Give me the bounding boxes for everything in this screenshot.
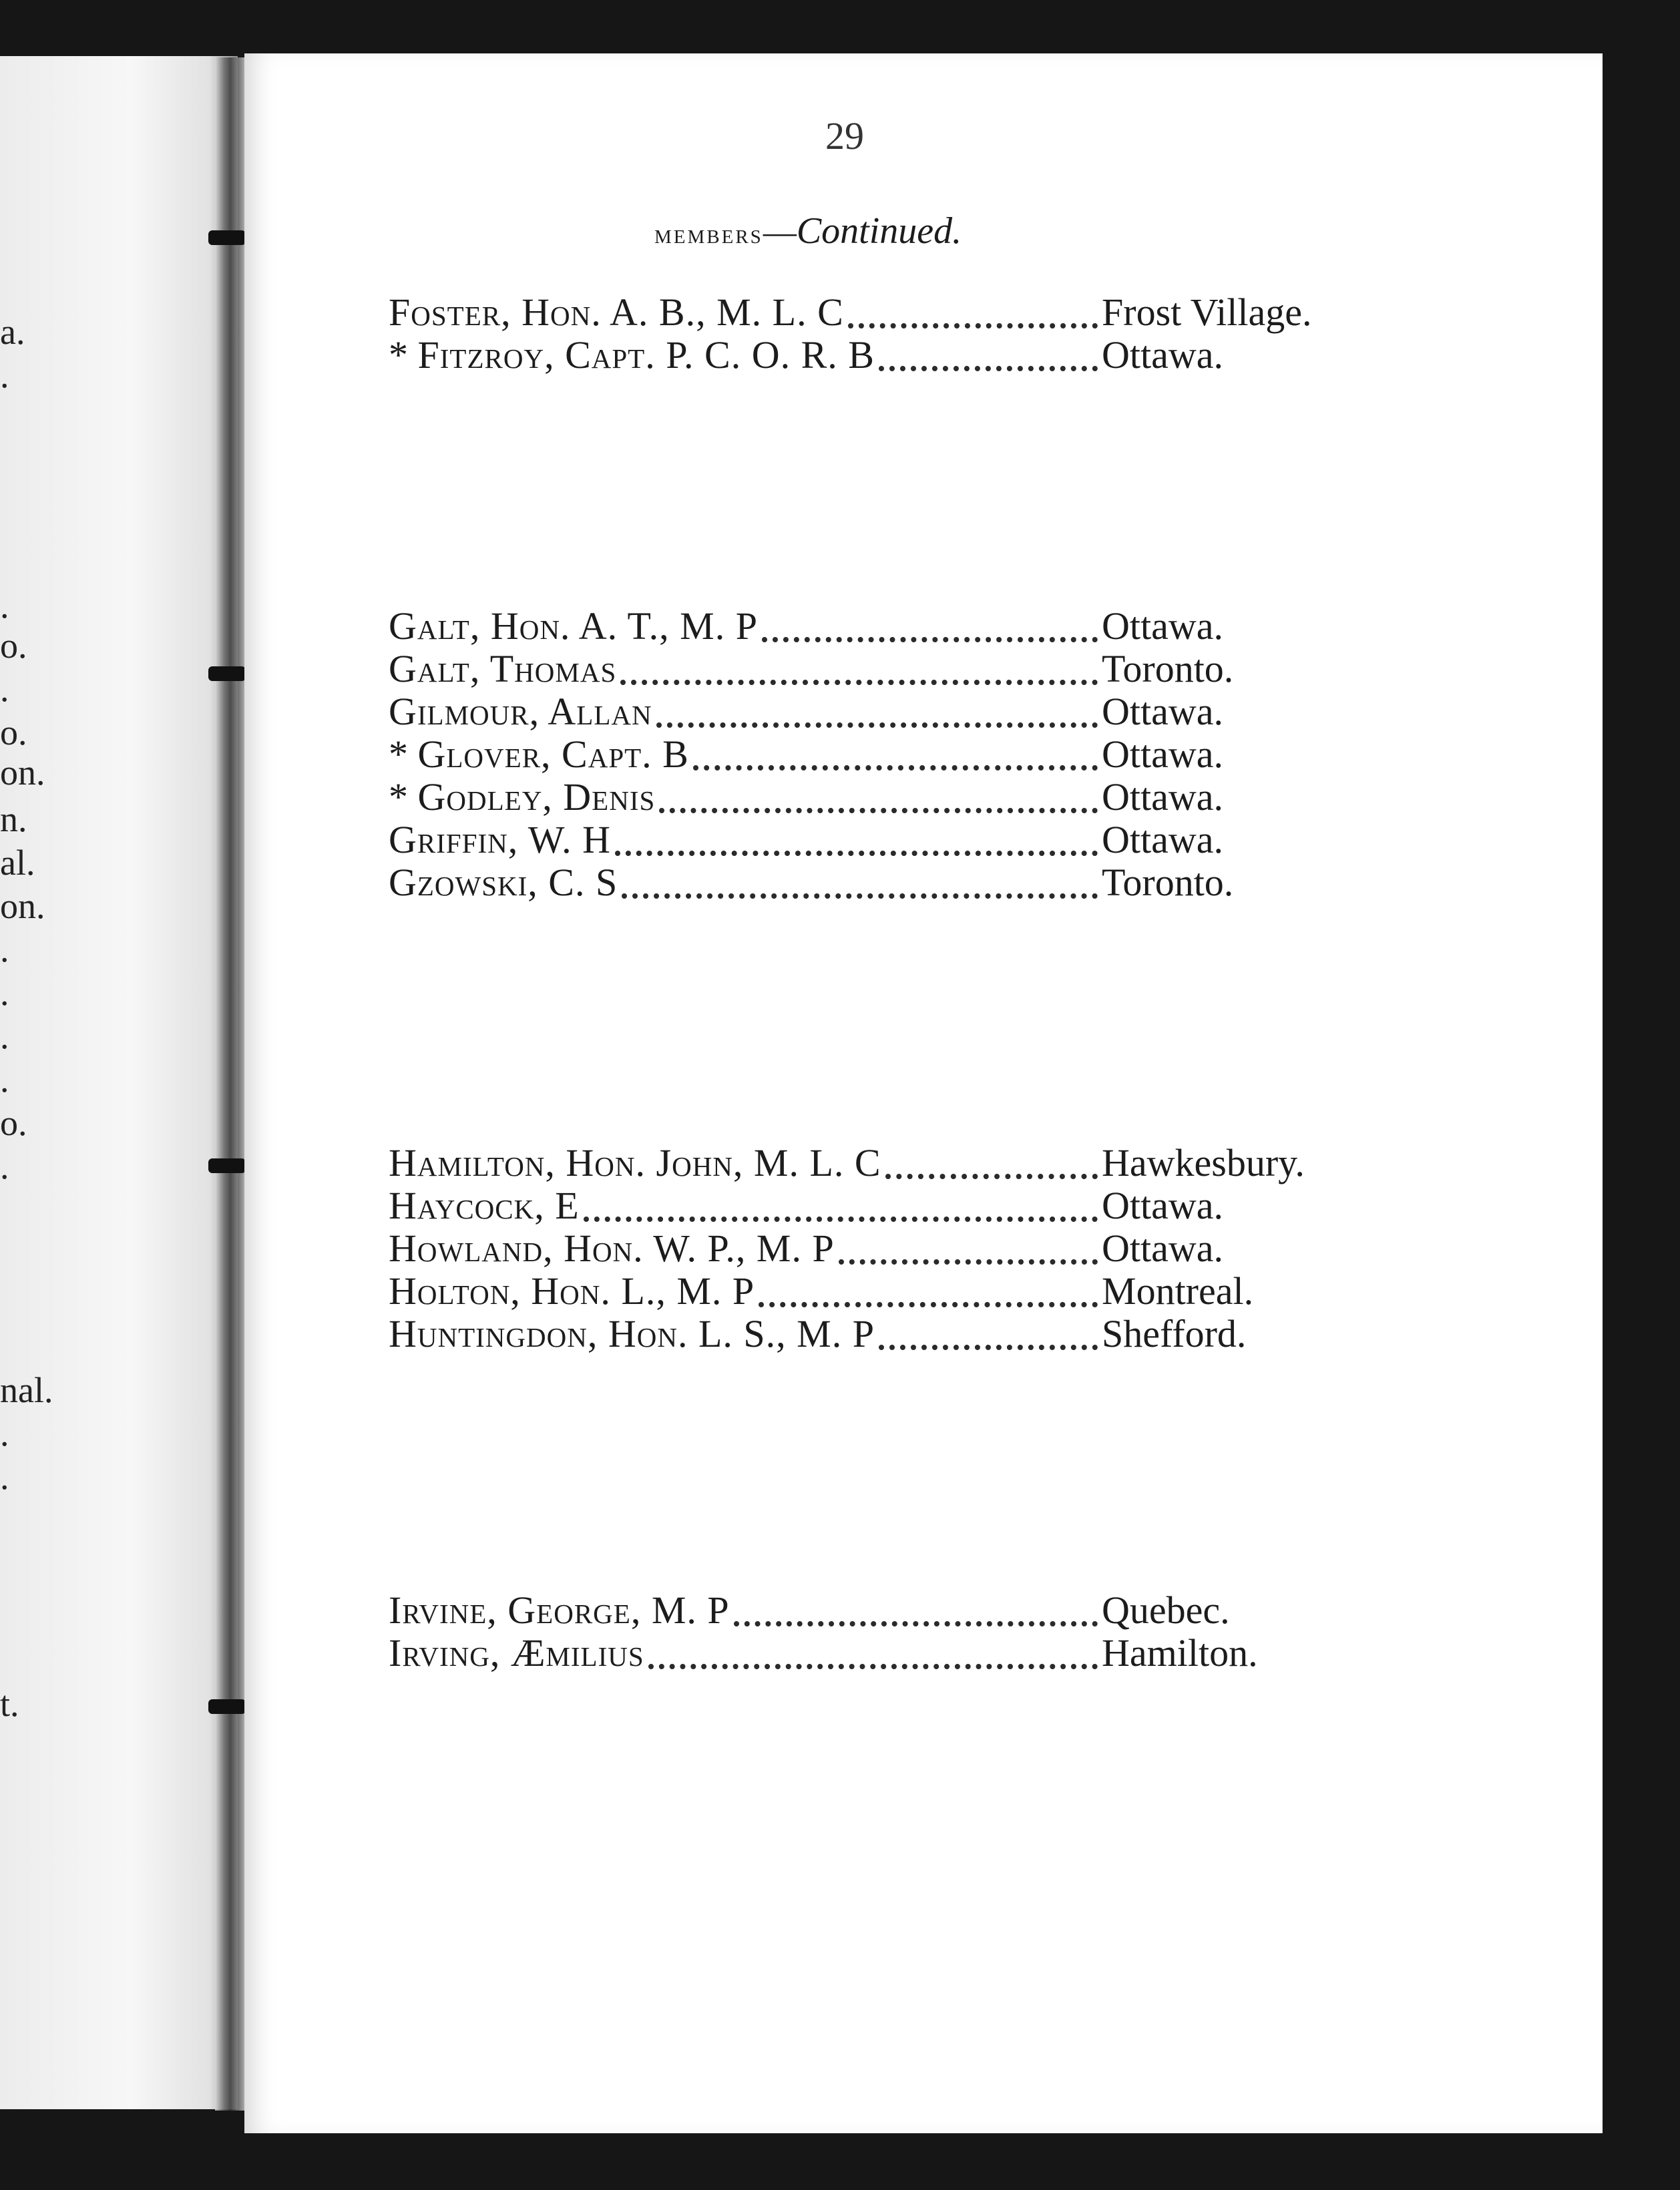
- member-entry: [389, 334, 1457, 377]
- member-name: Huntingdon, Hon. L. S., M. P: [389, 1313, 875, 1355]
- dot-leader: [879, 1345, 1098, 1350]
- left-fragment: a.: [0, 312, 25, 352]
- member-name: Haycock, E: [389, 1184, 580, 1227]
- member-place: Ottawa.: [1102, 604, 1223, 648]
- member-name: Foster, Hon. A. B., M. L. C: [389, 291, 844, 334]
- member-place: Ottawa.: [1102, 333, 1223, 377]
- dot-leader: [762, 637, 1098, 642]
- binding-thread: [208, 1699, 246, 1714]
- member-name: Gzowski, C. S: [389, 861, 618, 904]
- member-place: Ottawa.: [1102, 775, 1223, 819]
- left-fragment: o.: [0, 626, 27, 666]
- dot-leader: [848, 323, 1098, 328]
- member-place: Quebec.: [1102, 1588, 1230, 1632]
- binding-thread: [208, 1158, 246, 1173]
- dot-leader: [659, 808, 1098, 813]
- member-name: Irvine, George, M. P: [389, 1589, 730, 1632]
- binding-thread: [208, 666, 246, 681]
- member-entry: [389, 648, 1457, 690]
- member-place: Hamilton.: [1102, 1631, 1258, 1675]
- dot-leader: [584, 1217, 1098, 1222]
- dot-leader: [759, 1302, 1098, 1307]
- left-fragment: nal.: [0, 1370, 53, 1410]
- heading-dash: —: [763, 213, 797, 250]
- left-fragment: .: [0, 1060, 9, 1100]
- member-entry: [389, 605, 1457, 648]
- deceased-marker: *: [389, 334, 408, 377]
- left-fragment: .: [0, 1413, 9, 1454]
- member-name: Howland, Hon. W. P., M. P: [389, 1227, 835, 1270]
- left-fragment: .: [0, 929, 9, 969]
- dot-leader: [615, 851, 1098, 856]
- member-entry: [389, 733, 1457, 776]
- deceased-marker: *: [389, 733, 408, 776]
- member-place: Montreal.: [1102, 1269, 1254, 1313]
- left-fragment: .: [0, 586, 9, 626]
- members-group-i: [389, 1589, 1457, 1675]
- heading-members: members: [654, 219, 763, 250]
- member-entry: [389, 861, 1457, 904]
- left-fragment: .: [0, 669, 9, 709]
- member-place: Shefford.: [1102, 1312, 1247, 1355]
- member-name: Holton, Hon. L., M. P: [389, 1270, 755, 1313]
- member-entry: [389, 690, 1457, 733]
- member-entry: [389, 1227, 1457, 1270]
- dot-leader: [620, 680, 1098, 685]
- member-entry: [389, 1142, 1457, 1184]
- binding-thread: [208, 230, 246, 245]
- left-fragment: t.: [0, 1684, 19, 1724]
- members-group-h: [389, 1142, 1457, 1355]
- left-page-text-fragments: [0, 0, 73, 2190]
- member-place: Toronto.: [1102, 647, 1234, 690]
- member-entry: [389, 776, 1457, 819]
- member-name: Galt, Hon. A. T., M. P: [389, 605, 759, 648]
- dot-leader: [879, 366, 1098, 371]
- left-fragment: on.: [0, 886, 45, 926]
- dot-leader: [622, 893, 1098, 899]
- member-entry: [389, 1632, 1457, 1675]
- left-fragment: o.: [0, 712, 27, 752]
- member-place: Ottawa.: [1102, 818, 1223, 861]
- member-name: Gilmour, Allan: [389, 690, 652, 733]
- member-place: Toronto.: [1102, 861, 1234, 904]
- member-name: Irving, Æmilius: [389, 1632, 644, 1675]
- left-fragment: .: [0, 1457, 9, 1497]
- member-name: Griffin, W. H: [389, 819, 612, 861]
- left-fragment: .: [0, 973, 9, 1013]
- page-number: 29: [825, 114, 864, 158]
- member-place: Ottawa.: [1102, 1227, 1223, 1270]
- heading-continued: Continued.: [796, 210, 962, 252]
- left-fragment: on.: [0, 752, 45, 793]
- member-entry: [389, 1184, 1457, 1227]
- dot-leader: [656, 722, 1098, 728]
- dot-leader: [839, 1259, 1098, 1265]
- dot-leader: [885, 1174, 1098, 1179]
- member-entry: [389, 1270, 1457, 1313]
- left-fragment: n.: [0, 799, 27, 839]
- member-name: Hamilton, Hon. John, M. L. C: [389, 1142, 881, 1184]
- member-place: Frost Village.: [1102, 290, 1312, 334]
- member-place: Ottawa.: [1102, 1184, 1223, 1227]
- member-place: Ottawa.: [1102, 732, 1223, 776]
- left-fragment: al.: [0, 843, 35, 883]
- deceased-marker: *: [389, 776, 408, 819]
- left-fragment: .: [0, 1016, 9, 1056]
- left-fragment: o.: [0, 1103, 27, 1143]
- dot-leader: [734, 1621, 1098, 1626]
- member-name: Godley, Denis: [417, 776, 656, 819]
- member-name: Fitzroy, Capt. P. C. O. R. B: [417, 334, 875, 377]
- member-entry: [389, 1589, 1457, 1632]
- member-entry: [389, 819, 1457, 861]
- member-entry: [389, 1313, 1457, 1355]
- page-heading: [654, 210, 962, 252]
- left-fragment: .: [0, 1146, 9, 1186]
- member-place: Hawkesbury.: [1102, 1141, 1305, 1184]
- member-place: Ottawa.: [1102, 690, 1223, 733]
- dot-leader: [693, 765, 1098, 771]
- members-group-f: [389, 291, 1457, 377]
- member-name: Galt, Thomas: [389, 648, 617, 690]
- dot-leader: [648, 1664, 1098, 1669]
- member-entry: [389, 291, 1457, 334]
- left-fragment: .: [0, 355, 9, 395]
- member-name: Glover, Capt. B: [417, 733, 689, 776]
- members-group-g: [389, 605, 1457, 904]
- binding-gutter: [215, 57, 246, 2111]
